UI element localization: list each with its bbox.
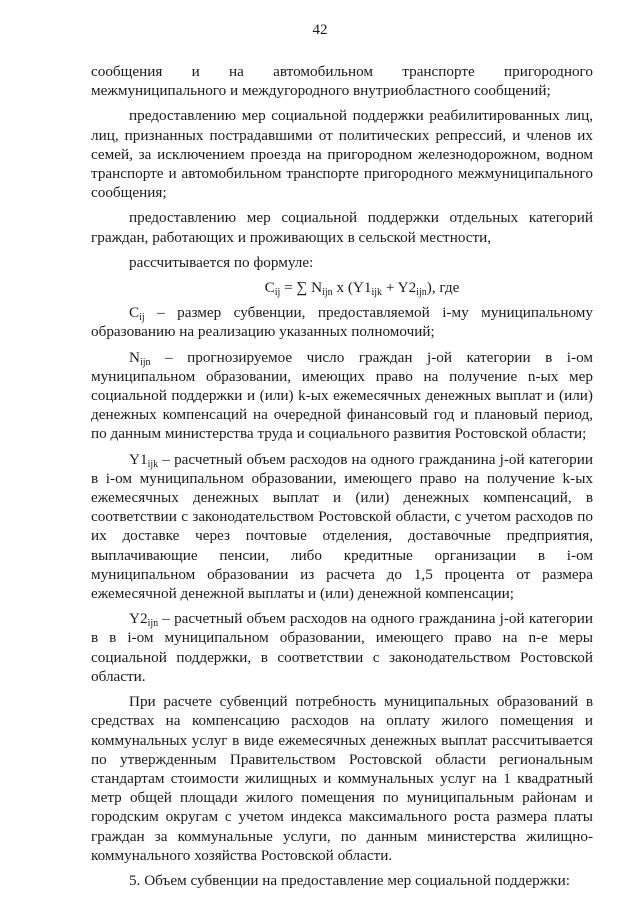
paragraph-housing-compensation: При расчете субвенций потребность муниципальных образований в средствах на компенсацию расходов на оплату жилого помещения и коммунальных услуг в виде ежемесячных денежных выплат рассчитывается по утвержденным Правительством Ростовской области региональным стандартам стоимости жилищных и коммунальных услуг на 1 квадратный метр общей площади жилого помещения по муниципальным районам и городским округам с учетом индекса максимального роста размера платы граждан за коммунальные услуги, по данным министерства жилищно-коммунального хозяйства Ростовской области. <box>91 693 593 864</box>
formula-n: $N_{ijn}$ <box>311 279 333 299</box>
document-body <box>91 62 593 896</box>
paragraph-repressed-persons: предоставлению мер социальной поддержки реабилитированных лиц, лиц, признанных пострадавшими от политических репрессий, и членов их семей, за исключением проезда на пригородном железнодорожном, водном транспорте и автомобильном транспорте пригородного межмуниципального сообщения; <box>91 107 593 202</box>
paragraph-formula-intro: рассчитывается по формуле: <box>129 253 314 271</box>
definition-y2: $Y2_{ijn}$ – расчетный объем расходов на одного гражданина j-ой категории в в i-ом муниципальном образовании, имеющего право на n-е меры социальной поддержки, в соответствии с законодательством Ростовской области. <box>91 610 593 685</box>
formula-c: $C_{ij}$ <box>264 279 281 299</box>
formula: $C_{ij}$ = ∑ $N_{ijn}$ x $(Y1_{ijk} + Y2_{ijn})$, где <box>264 279 460 299</box>
formula-y2: $Y2_{ijn}$ <box>397 279 427 299</box>
paragraph-transport-continuation: сообщения и на автомобильном транспорте пригородного межмуниципального и междугородного внутриобластного сообщений; <box>91 63 593 100</box>
definition-y1: $Y1_{ijk}$ – расчетный объем расходов на одного гражданина j-ой категории в i-ом муниципальном образовании, имеющего право на получение k-ых ежемесячных денежных выплат и (или) денежных компенсаций, в соответствии с законодательством Ростовской области, с учетом расходов по их доставке через почтовые отделения, доставочные предприятия, выплачивающие пенсии, либо кредитные организации в i-ом муниципальном образовании из расчета до 1,5 процента от размера ежемесячной денежной выплаты и (или) денежной компенсации; <box>91 450 593 603</box>
formula-y1: $Y1_{ijk}$ <box>352 279 383 299</box>
page-number: 42 <box>312 22 328 38</box>
paragraph-item-5: 5. Объем субвенции на предоставление мер социальной поддержки: <box>129 871 570 889</box>
paragraph-rural-workers: предоставлению мер социальной поддержки отдельных категорий граждан, работающих и проживающих в сельской местности, <box>91 209 593 246</box>
definition-c: $C_{ij}$ – размер субвенции, предоставляемой i-му муниципальному образованию на реализацию указанных полномочий; <box>91 304 593 341</box>
definition-n: $N_{ijn}$ – прогнозируемое число граждан j-ой категории в i-ом муниципальном образовании, имеющих право на получение n-ых мер социальной поддержки и (или) k-ых ежемесячных денежных выплат и (или) денежных компенсаций на очередной финансовый год и плановый период, по данным министерства труда и социального развития Ростовской области; <box>91 348 593 443</box>
